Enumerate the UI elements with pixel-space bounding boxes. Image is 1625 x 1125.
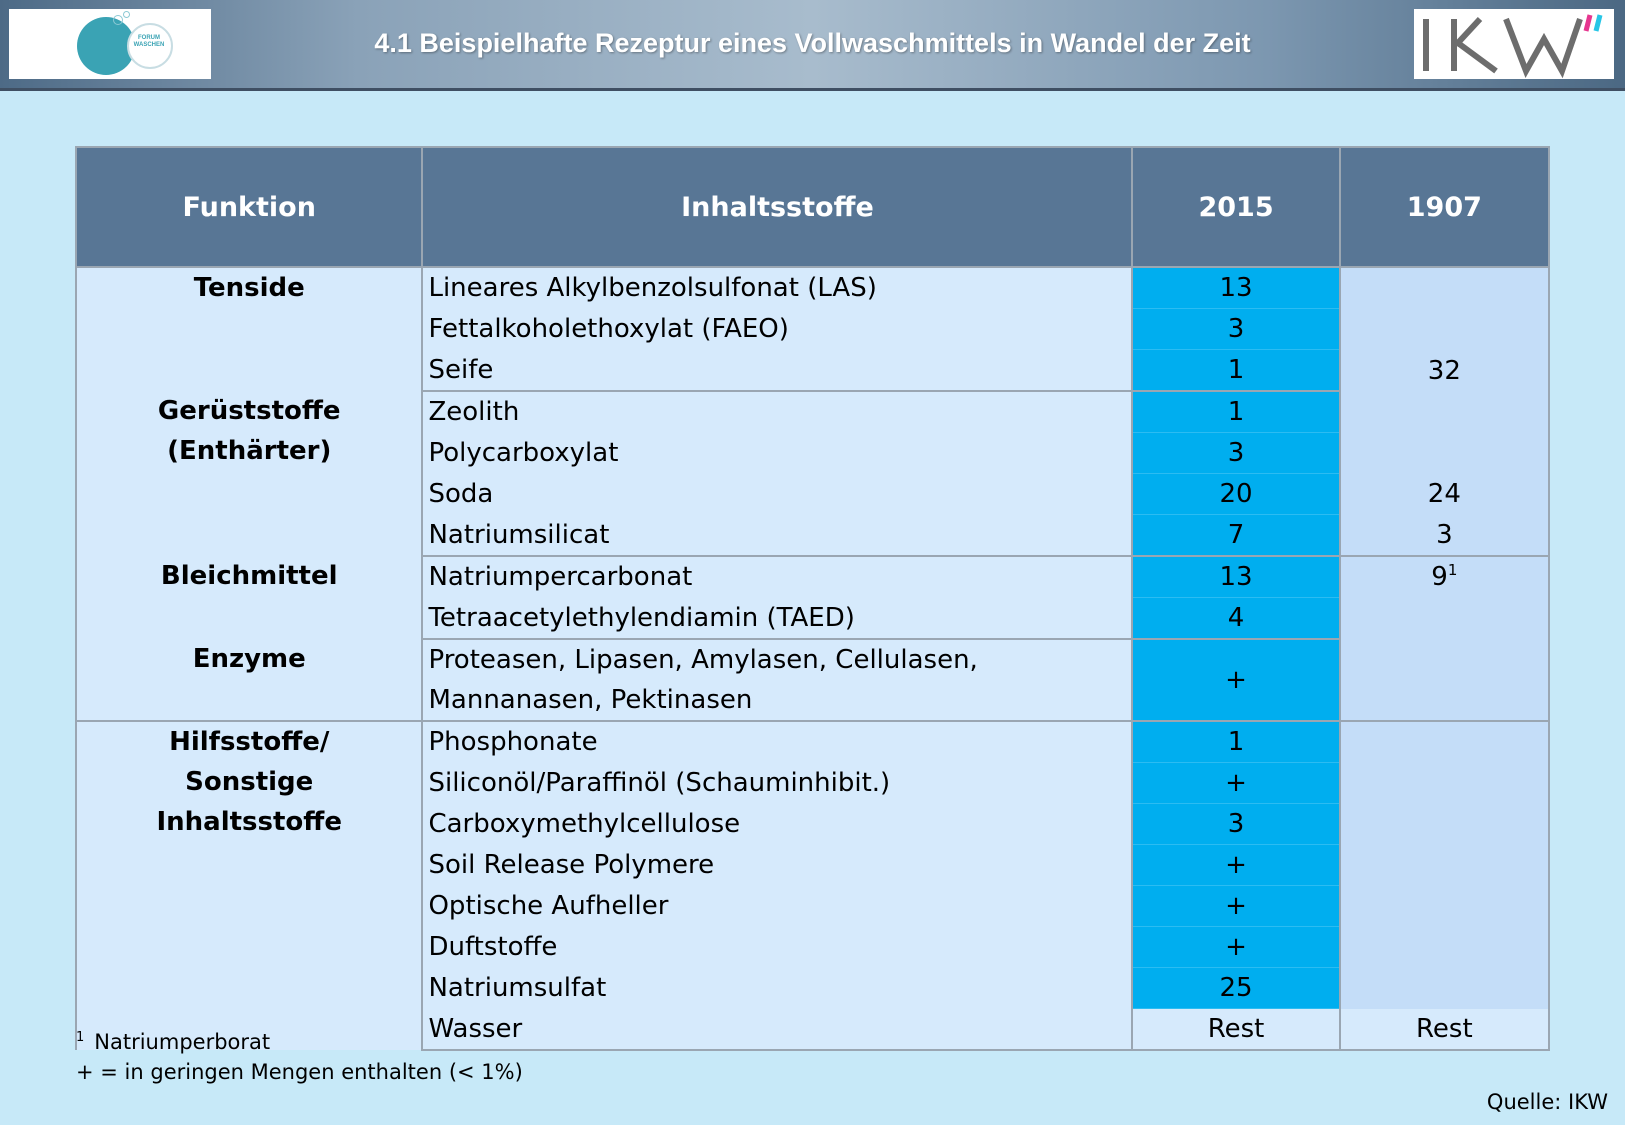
source-note: Quelle: IKW — [1486, 1090, 1608, 1114]
table-row — [76, 721, 1549, 763]
ingredient-cell: Tetraacetylethylendiamin (TAED) — [422, 598, 1132, 640]
ingredient-cell: Optische Aufheller — [422, 886, 1132, 927]
value-2015-cell: 3 — [1132, 433, 1339, 474]
function-cell-bleichmittel: Bleichmittel — [76, 556, 422, 639]
value-1907-cell: 32 — [1340, 267, 1549, 391]
footnote-1-text: Natriumperborat — [94, 1030, 271, 1054]
ingredient-cell — [422, 639, 1132, 721]
table-header-row — [76, 147, 1549, 267]
value-2015-cell: 1 — [1132, 721, 1339, 763]
header-bar — [0, 0, 1625, 91]
ingredient-cell: Lineares Alkylbenzolsulfonat (LAS) — [422, 267, 1132, 309]
ingredient-cell: Natriumsulfat — [422, 968, 1132, 1009]
value-2015-cell: 25 — [1132, 968, 1339, 1009]
ikw-logo — [1414, 9, 1614, 79]
column-header-2015: 2015 — [1132, 147, 1339, 267]
recipe-table — [75, 146, 1550, 1051]
value-2015-cell: + — [1132, 927, 1339, 968]
ingredient-cell: Zeolith — [422, 391, 1132, 433]
value-2015-cell: 20 — [1132, 474, 1339, 515]
value-2015-cell: + — [1132, 845, 1339, 886]
function-label-line: Hilfsstoffe/ — [169, 727, 330, 757]
bubble-icon — [113, 15, 123, 25]
value-2015-cell: + — [1132, 886, 1339, 927]
value-2015-cell: + — [1132, 639, 1339, 721]
ingredient-cell: Carboxymethylcellulose — [422, 804, 1132, 845]
ingredient-cell: Siliconöl/Paraffinöl (Schauminhibit.) — [422, 763, 1132, 804]
value-1907-cell: 3 — [1340, 515, 1549, 557]
ingredient-line: Proteasen, Lipasen, Amylasen, Cellulasen, — [428, 645, 978, 675]
function-cell-tenside: Tenside — [76, 267, 422, 391]
table-row — [76, 391, 1549, 433]
ingredient-cell: Soda — [422, 474, 1132, 515]
ingredient-cell: Duftstoffe — [422, 927, 1132, 968]
value-2015-cell: Rest — [1132, 1009, 1339, 1051]
ingredient-cell: Natriumsilicat — [422, 515, 1132, 557]
column-header-inhaltsstoffe: Inhaltsstoffe — [422, 147, 1132, 267]
value-1907-cell — [1340, 721, 1549, 1009]
value-2015-cell: 1 — [1132, 350, 1339, 392]
table-row — [76, 639, 1549, 721]
footnote-marker: 1 — [1447, 561, 1458, 579]
value-2015-cell: 7 — [1132, 515, 1339, 557]
value-2015-cell: 13 — [1132, 556, 1339, 598]
value-1907-cell — [1340, 639, 1549, 721]
table-row — [76, 556, 1549, 598]
ingredient-cell: Soil Release Polymere — [422, 845, 1132, 886]
value-1907-text: 9 — [1431, 562, 1448, 592]
page-title: 4.1 Beispielhafte Rezeptur eines Vollwaschmittels in Wandel der Zeit — [374, 28, 1251, 58]
function-cell-hilfsstoffe — [76, 721, 422, 1050]
value-1907-cell: 24 — [1340, 474, 1549, 515]
ingredient-line: Mannanasen, Pektinasen — [428, 685, 753, 715]
ingredient-cell: Natriumpercarbonat — [422, 556, 1132, 598]
value-1907-cell — [1340, 391, 1549, 433]
function-label-line: Inhaltsstoffe — [156, 807, 342, 837]
ingredient-cell: Phosphonate — [422, 721, 1132, 763]
value-1907-cell: Rest — [1340, 1009, 1549, 1051]
function-cell-geruststoffe — [76, 391, 422, 556]
bubble-icon — [123, 11, 130, 18]
ikw-logo-icon — [1414, 9, 1614, 79]
column-header-funktion: Funktion — [76, 147, 422, 267]
ingredient-cell: Seife — [422, 350, 1132, 392]
function-cell-enzyme: Enzyme — [76, 639, 422, 721]
value-1907-cell — [1340, 433, 1549, 474]
function-label-line: Gerüststoffe — [157, 396, 341, 426]
value-2015-cell: 13 — [1132, 267, 1339, 309]
footnote-2: + = in geringen Mengen enthalten (< 1%) — [76, 1060, 523, 1084]
ingredient-cell: Wasser — [422, 1009, 1132, 1051]
column-header-1907: 1907 — [1340, 147, 1549, 267]
footnote-marker: 1 — [76, 1030, 85, 1045]
value-2015-cell: 3 — [1132, 309, 1339, 350]
value-2015-cell: + — [1132, 763, 1339, 804]
value-2015-cell: 4 — [1132, 598, 1339, 640]
function-label-line: (Enthärter) — [167, 436, 332, 466]
ingredient-cell: Fettalkoholethoxylat (FAEO) — [422, 309, 1132, 350]
value-2015-cell: 1 — [1132, 391, 1339, 433]
function-label-line: Sonstige — [185, 767, 314, 797]
ingredient-cell: Polycarboxylat — [422, 433, 1132, 474]
value-2015-cell: 3 — [1132, 804, 1339, 845]
value-1907-cell — [1340, 556, 1549, 639]
footnote-1 — [76, 1030, 270, 1054]
table-row — [76, 267, 1549, 309]
forum-waschen-logo-text: FORUM WASCHEN — [133, 35, 165, 48]
